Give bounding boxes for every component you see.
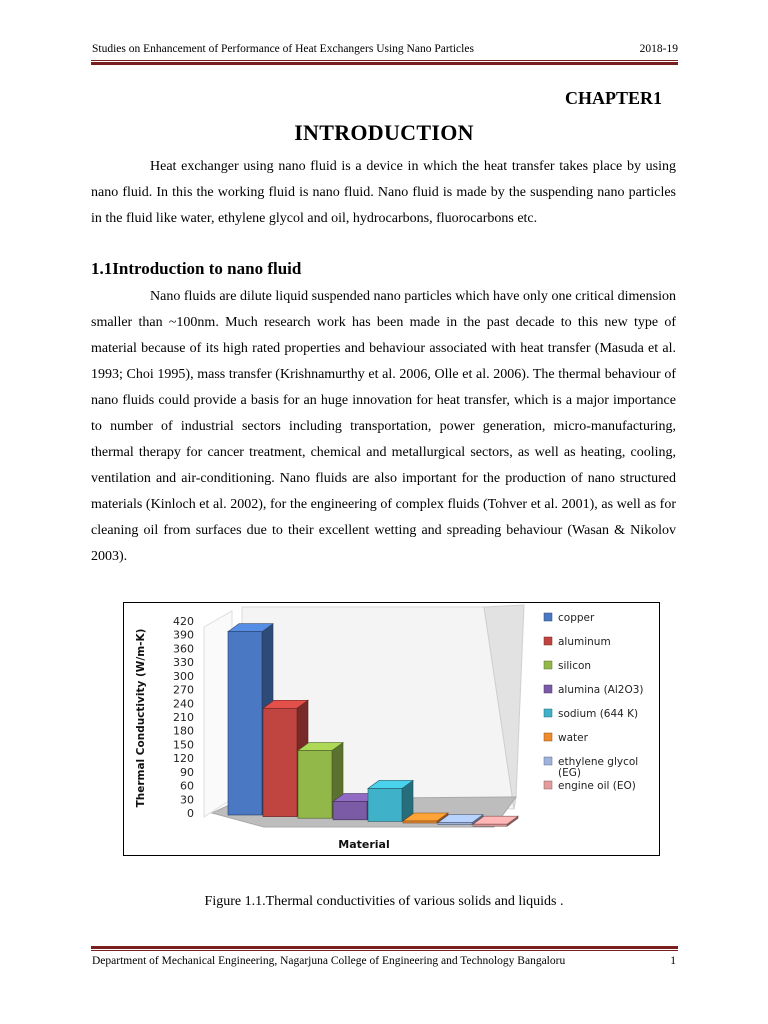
legend-swatch (544, 709, 552, 717)
intro-paragraph: Heat exchanger using nano fluid is a device in which the heat transfer takes place by using nano fluid. In this the working fluid is nano fluid. Nano fluid is made by the suspending nano particles in the fluid like water, ethylene glycol and oil, hydrocarbons, fluorocarbons etc. (91, 159, 676, 226)
bar (438, 823, 472, 825)
bar-chart (124, 603, 659, 855)
bar (298, 751, 332, 819)
bar (333, 802, 367, 820)
figure-thermal-conductivity (123, 602, 660, 856)
legend-swatch (544, 661, 552, 669)
y-tick-label: 210 (173, 711, 194, 724)
y-tick-label: 420 (173, 615, 194, 628)
footer-department: Department of Mechanical Engineering, Nagarjuna College of Engineering and Technology Bangaloru (92, 955, 566, 967)
legend-label: sodium (644 K) (558, 708, 639, 720)
footer-rule-thick (91, 946, 678, 949)
legend-swatch (544, 757, 552, 765)
x-axis-label: Material (338, 838, 390, 851)
y-tick-label: 0 (187, 807, 194, 820)
footer-rule-thin (91, 950, 678, 951)
y-tick-label: 330 (173, 656, 194, 670)
legend-swatch (544, 733, 552, 741)
legend-label: copper (558, 612, 595, 624)
running-header-year: 2018-19 (639, 43, 678, 55)
bar (228, 632, 262, 815)
legend-swatch (544, 685, 552, 693)
section-heading: 1.1Introduction to nano fluid (91, 259, 302, 278)
y-tick-label: 30 (180, 793, 194, 807)
legend-swatch (544, 637, 552, 645)
y-tick-label: 180 (173, 724, 194, 738)
chapter-label: CHAPTER1 (564, 88, 662, 108)
legend-swatch (544, 781, 552, 789)
legend-label: aluminum (558, 636, 611, 648)
bar (473, 824, 507, 826)
section-paragraph: Nano fluids are dilute liquid suspended nano particles which have only one critical dimension smaller than ~100nm. Much research work has been made in the past decade to this new type of material because of its high rated properties and behaviour associated with heat transfer (Masuda et al. 1993; Choi 1995), mass transfer (Krishnamurthy et al. 2006, Olle et al. 2006). The thermal behaviour of nano fluids could provide a basis for an huge innovation for heat transfer, which is a major importance to number of industrial sectors including transportation, power generation, micro-manufacturing, thermal therapy for cancer treatment, chemical and metallurgical sectors, as well as heating, cooling, ventilation and air-conditioning. Nano fluids are also important for the production of nano structured materials (Kinloch et al. 2002), for the engineering of complex fluids (Tohver et al. 2001), as well as for cleaning oil from surfaces due to their excellent wetting and spreading behaviour (Wasan & Nikolov 2003). (91, 289, 676, 564)
legend-label: water (558, 732, 588, 744)
header-rule-thin (91, 60, 678, 61)
running-header-title: Studies on Enhancement of Performance of Heat Exchangers Using Nano Particles (92, 43, 474, 55)
y-tick-label: 90 (180, 765, 194, 779)
y-tick-label: 390 (173, 628, 194, 642)
page-number: 1 (670, 955, 676, 967)
legend-label: ethylene glycol (558, 756, 639, 768)
legend-label: alumina (Al2O3) (558, 684, 644, 696)
y-axis-label: Thermal Conductivity (W/m-K) (135, 628, 147, 808)
bar (263, 708, 297, 816)
header-rule-thick (91, 62, 678, 65)
y-tick-label: 150 (173, 738, 194, 752)
y-tick-label: 240 (173, 697, 194, 711)
chapter-title: INTRODUCTION (294, 120, 474, 145)
bar (368, 788, 402, 821)
y-tick-label: 60 (180, 779, 194, 793)
bar (403, 821, 437, 823)
y-tick-label: 300 (173, 669, 194, 683)
y-tick-label: 360 (173, 642, 194, 656)
legend-label: (EG) (558, 767, 581, 779)
legend-label: engine oil (EO) (558, 780, 636, 792)
figure-caption: Figure 1.1.Thermal conductivities of various solids and liquids . (204, 894, 564, 909)
legend-swatch (544, 613, 552, 621)
y-tick-label: 270 (173, 683, 194, 697)
y-tick-label: 120 (173, 752, 194, 766)
legend-label: silicon (558, 660, 592, 672)
